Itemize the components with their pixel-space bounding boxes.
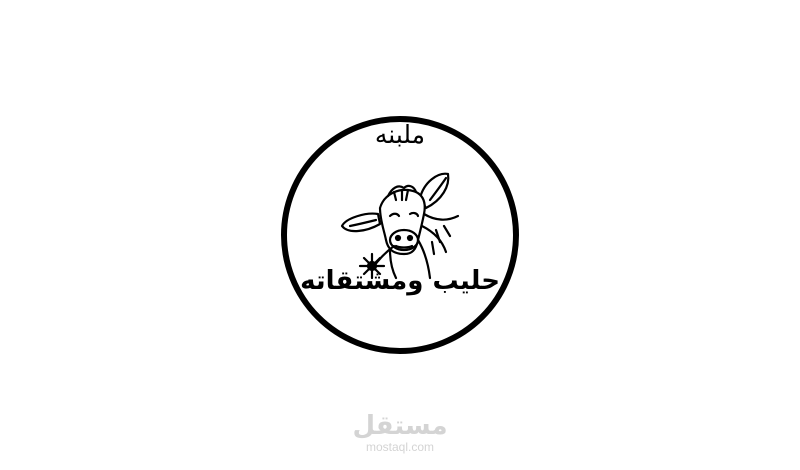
watermark-latin: mostaql.com: [365, 440, 435, 454]
brand-name: ملبنه: [374, 120, 426, 149]
watermark: [340, 412, 460, 454]
watermark-arabic: مستقل: [352, 411, 448, 441]
tagline: حليب ومشتقاته: [300, 266, 500, 296]
